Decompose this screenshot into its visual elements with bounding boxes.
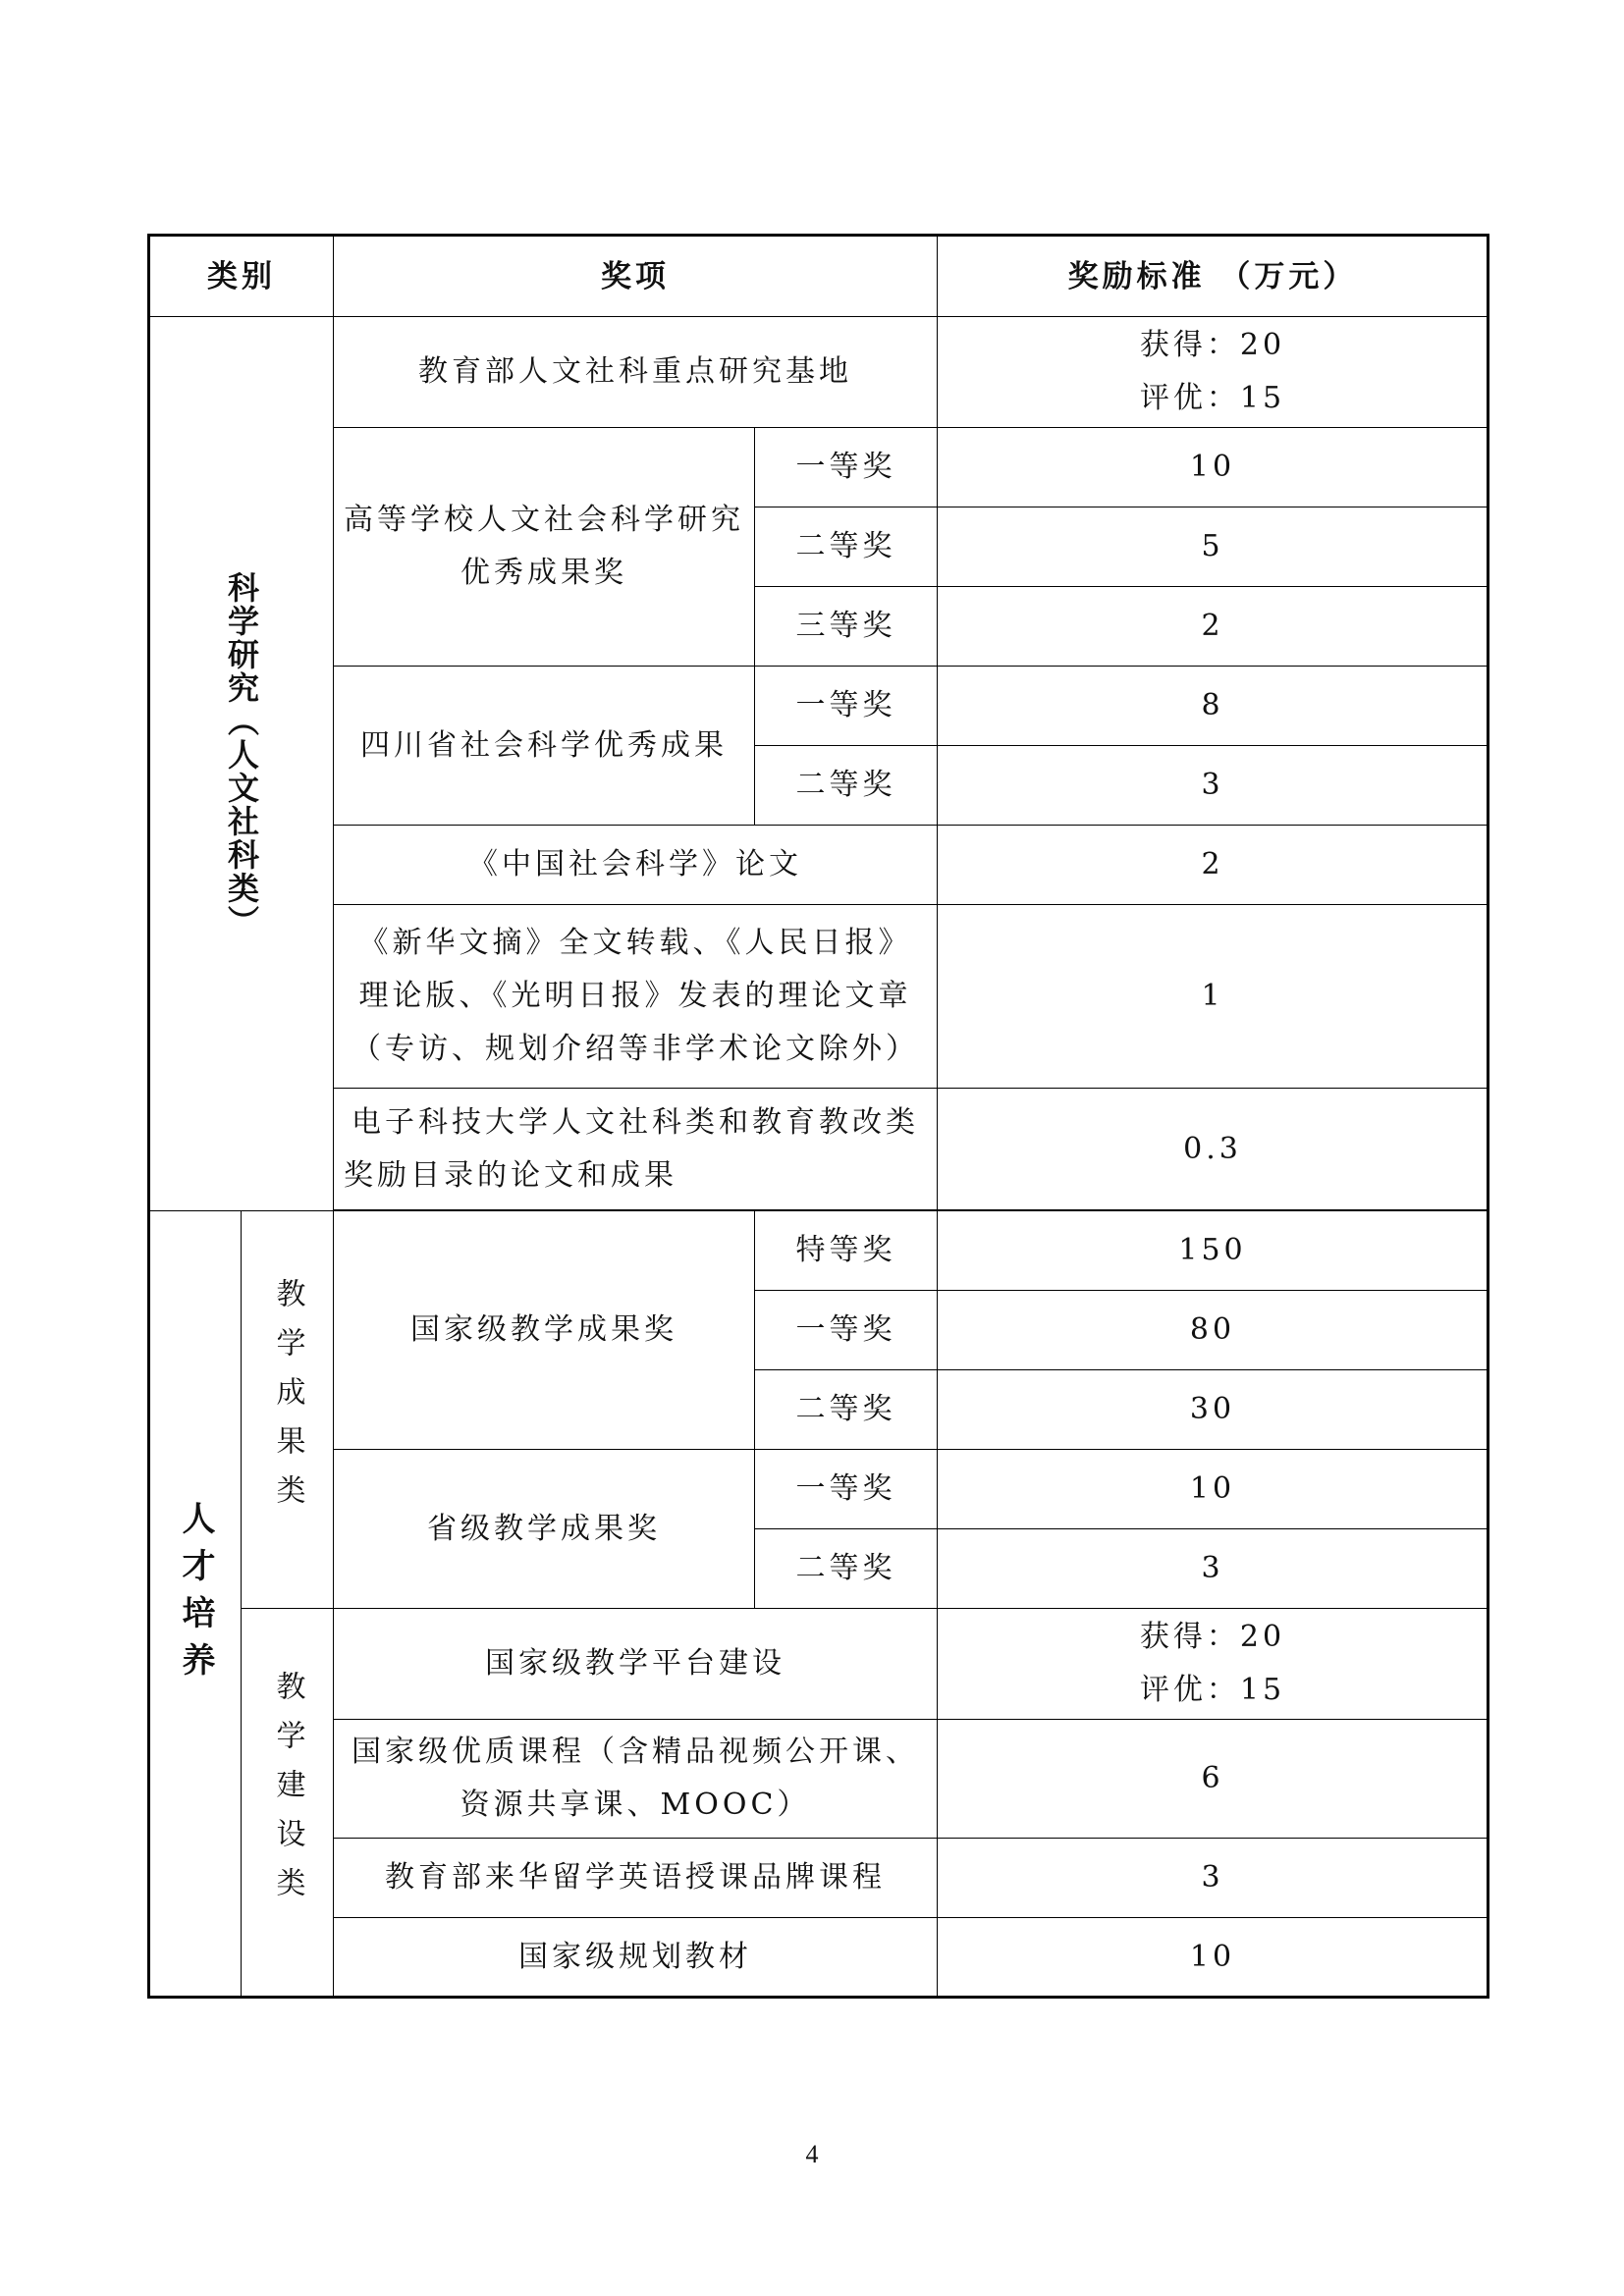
table-row xyxy=(149,1609,1489,1720)
table-header-row xyxy=(149,236,1489,317)
grade-cell: 二等奖 xyxy=(755,1529,938,1609)
table-row xyxy=(149,317,1489,428)
item-cell: 高等学校人文社会科学研究优秀成果奖 xyxy=(334,428,755,667)
value-cell: 80 xyxy=(938,1291,1489,1370)
award-standards-table xyxy=(147,234,1489,1999)
subcategory-achievement-label: 教学成果类 xyxy=(270,1278,305,1523)
table-row xyxy=(149,1720,1489,1839)
value-cell: 2 xyxy=(938,826,1489,905)
item-cell xyxy=(334,905,938,1089)
item-line: 奖励目录的论文和成果 xyxy=(344,1157,677,1193)
value-cell: 3 xyxy=(938,1839,1489,1918)
item-cell: 国家级规划教材 xyxy=(334,1918,938,1998)
table-row xyxy=(149,905,1489,1089)
item-cell: 省级教学成果奖 xyxy=(334,1450,755,1609)
category-research-cell xyxy=(149,317,334,1211)
value-cell: 10 xyxy=(938,1450,1489,1529)
category-talent-label: 人才培养 xyxy=(176,1500,215,1689)
header-item: 奖项 xyxy=(334,236,938,317)
grade-cell: 二等奖 xyxy=(755,507,938,587)
header-category: 类别 xyxy=(149,236,334,317)
item-cell: 《中国社会科学》论文 xyxy=(334,826,938,905)
grade-cell: 一等奖 xyxy=(755,667,938,746)
item-cell: 四川省社会科学优秀成果 xyxy=(334,667,755,826)
value-cell: 10 xyxy=(938,1918,1489,1998)
subcategory-construction-label: 教学建设类 xyxy=(270,1671,305,1916)
table-row xyxy=(149,667,1489,746)
table-row xyxy=(149,826,1489,905)
value-line: 评优：15 xyxy=(1139,1673,1286,1707)
value-cell: 150 xyxy=(938,1211,1489,1291)
grade-cell: 一等奖 xyxy=(755,1450,938,1529)
item-cell: 国家级教学平台建设 xyxy=(334,1609,938,1720)
table-row xyxy=(149,1450,1489,1529)
header-standard: 奖励标准 （万元） xyxy=(938,236,1489,317)
value-cell: 8 xyxy=(938,667,1489,746)
subcategory-achievement-cell xyxy=(242,1211,334,1609)
item-cell: 教育部来华留学英语授课品牌课程 xyxy=(334,1839,938,1918)
value-cell: 0.3 xyxy=(938,1089,1489,1210)
category-talent-cell xyxy=(149,1211,242,1998)
value-line: 获得：20 xyxy=(1139,328,1286,362)
value-line: 评优：15 xyxy=(1139,381,1286,415)
grade-cell: 一等奖 xyxy=(755,428,938,507)
value-cell: 6 xyxy=(938,1720,1489,1839)
value-cell xyxy=(938,1609,1489,1720)
grade-cell: 一等奖 xyxy=(755,1291,938,1370)
item-cell: 国家级教学成果奖 xyxy=(334,1211,755,1450)
grade-cell: 二等奖 xyxy=(755,1370,938,1450)
grade-cell: 三等奖 xyxy=(755,587,938,667)
table-row xyxy=(149,1089,1489,1210)
item-cell: 教育部人文社科重点研究基地 xyxy=(334,317,938,428)
item-line: （专访、规划介绍等非学术论文除外） xyxy=(352,1032,919,1066)
value-cell: 10 xyxy=(938,428,1489,507)
value-cell: 2 xyxy=(938,587,1489,667)
item-cell xyxy=(334,1089,938,1210)
item-line: 《新华文摘》全文转载、《人民日报》 xyxy=(358,926,912,960)
table-row xyxy=(149,1839,1489,1918)
value-cell: 3 xyxy=(938,746,1489,826)
value-cell: 5 xyxy=(938,507,1489,587)
item-line: 理论版、《光明日报》发表的理论文章 xyxy=(358,979,912,1013)
grade-cell: 特等奖 xyxy=(755,1211,938,1291)
category-research-label: 科学研究（人文社科类） xyxy=(223,571,260,938)
grade-cell: 二等奖 xyxy=(755,746,938,826)
table-row xyxy=(149,1918,1489,1998)
value-line: 获得：20 xyxy=(1139,1620,1286,1654)
item-cell xyxy=(334,1720,938,1839)
value-cell xyxy=(938,317,1489,428)
subcategory-construction-cell xyxy=(242,1609,334,1998)
item-line: 电子科技大学人文社科类和教育教改类 xyxy=(352,1104,919,1140)
value-cell: 3 xyxy=(938,1529,1489,1609)
table-row xyxy=(149,428,1489,507)
value-cell: 30 xyxy=(938,1370,1489,1450)
item-line: 国家级优质课程（含精品视频公开课、 xyxy=(352,1735,919,1769)
item-line: 资源共享课、MOOC） xyxy=(460,1788,811,1822)
page-number: 4 xyxy=(805,2140,819,2168)
table-row xyxy=(149,1211,1489,1291)
value-cell: 1 xyxy=(938,905,1489,1089)
